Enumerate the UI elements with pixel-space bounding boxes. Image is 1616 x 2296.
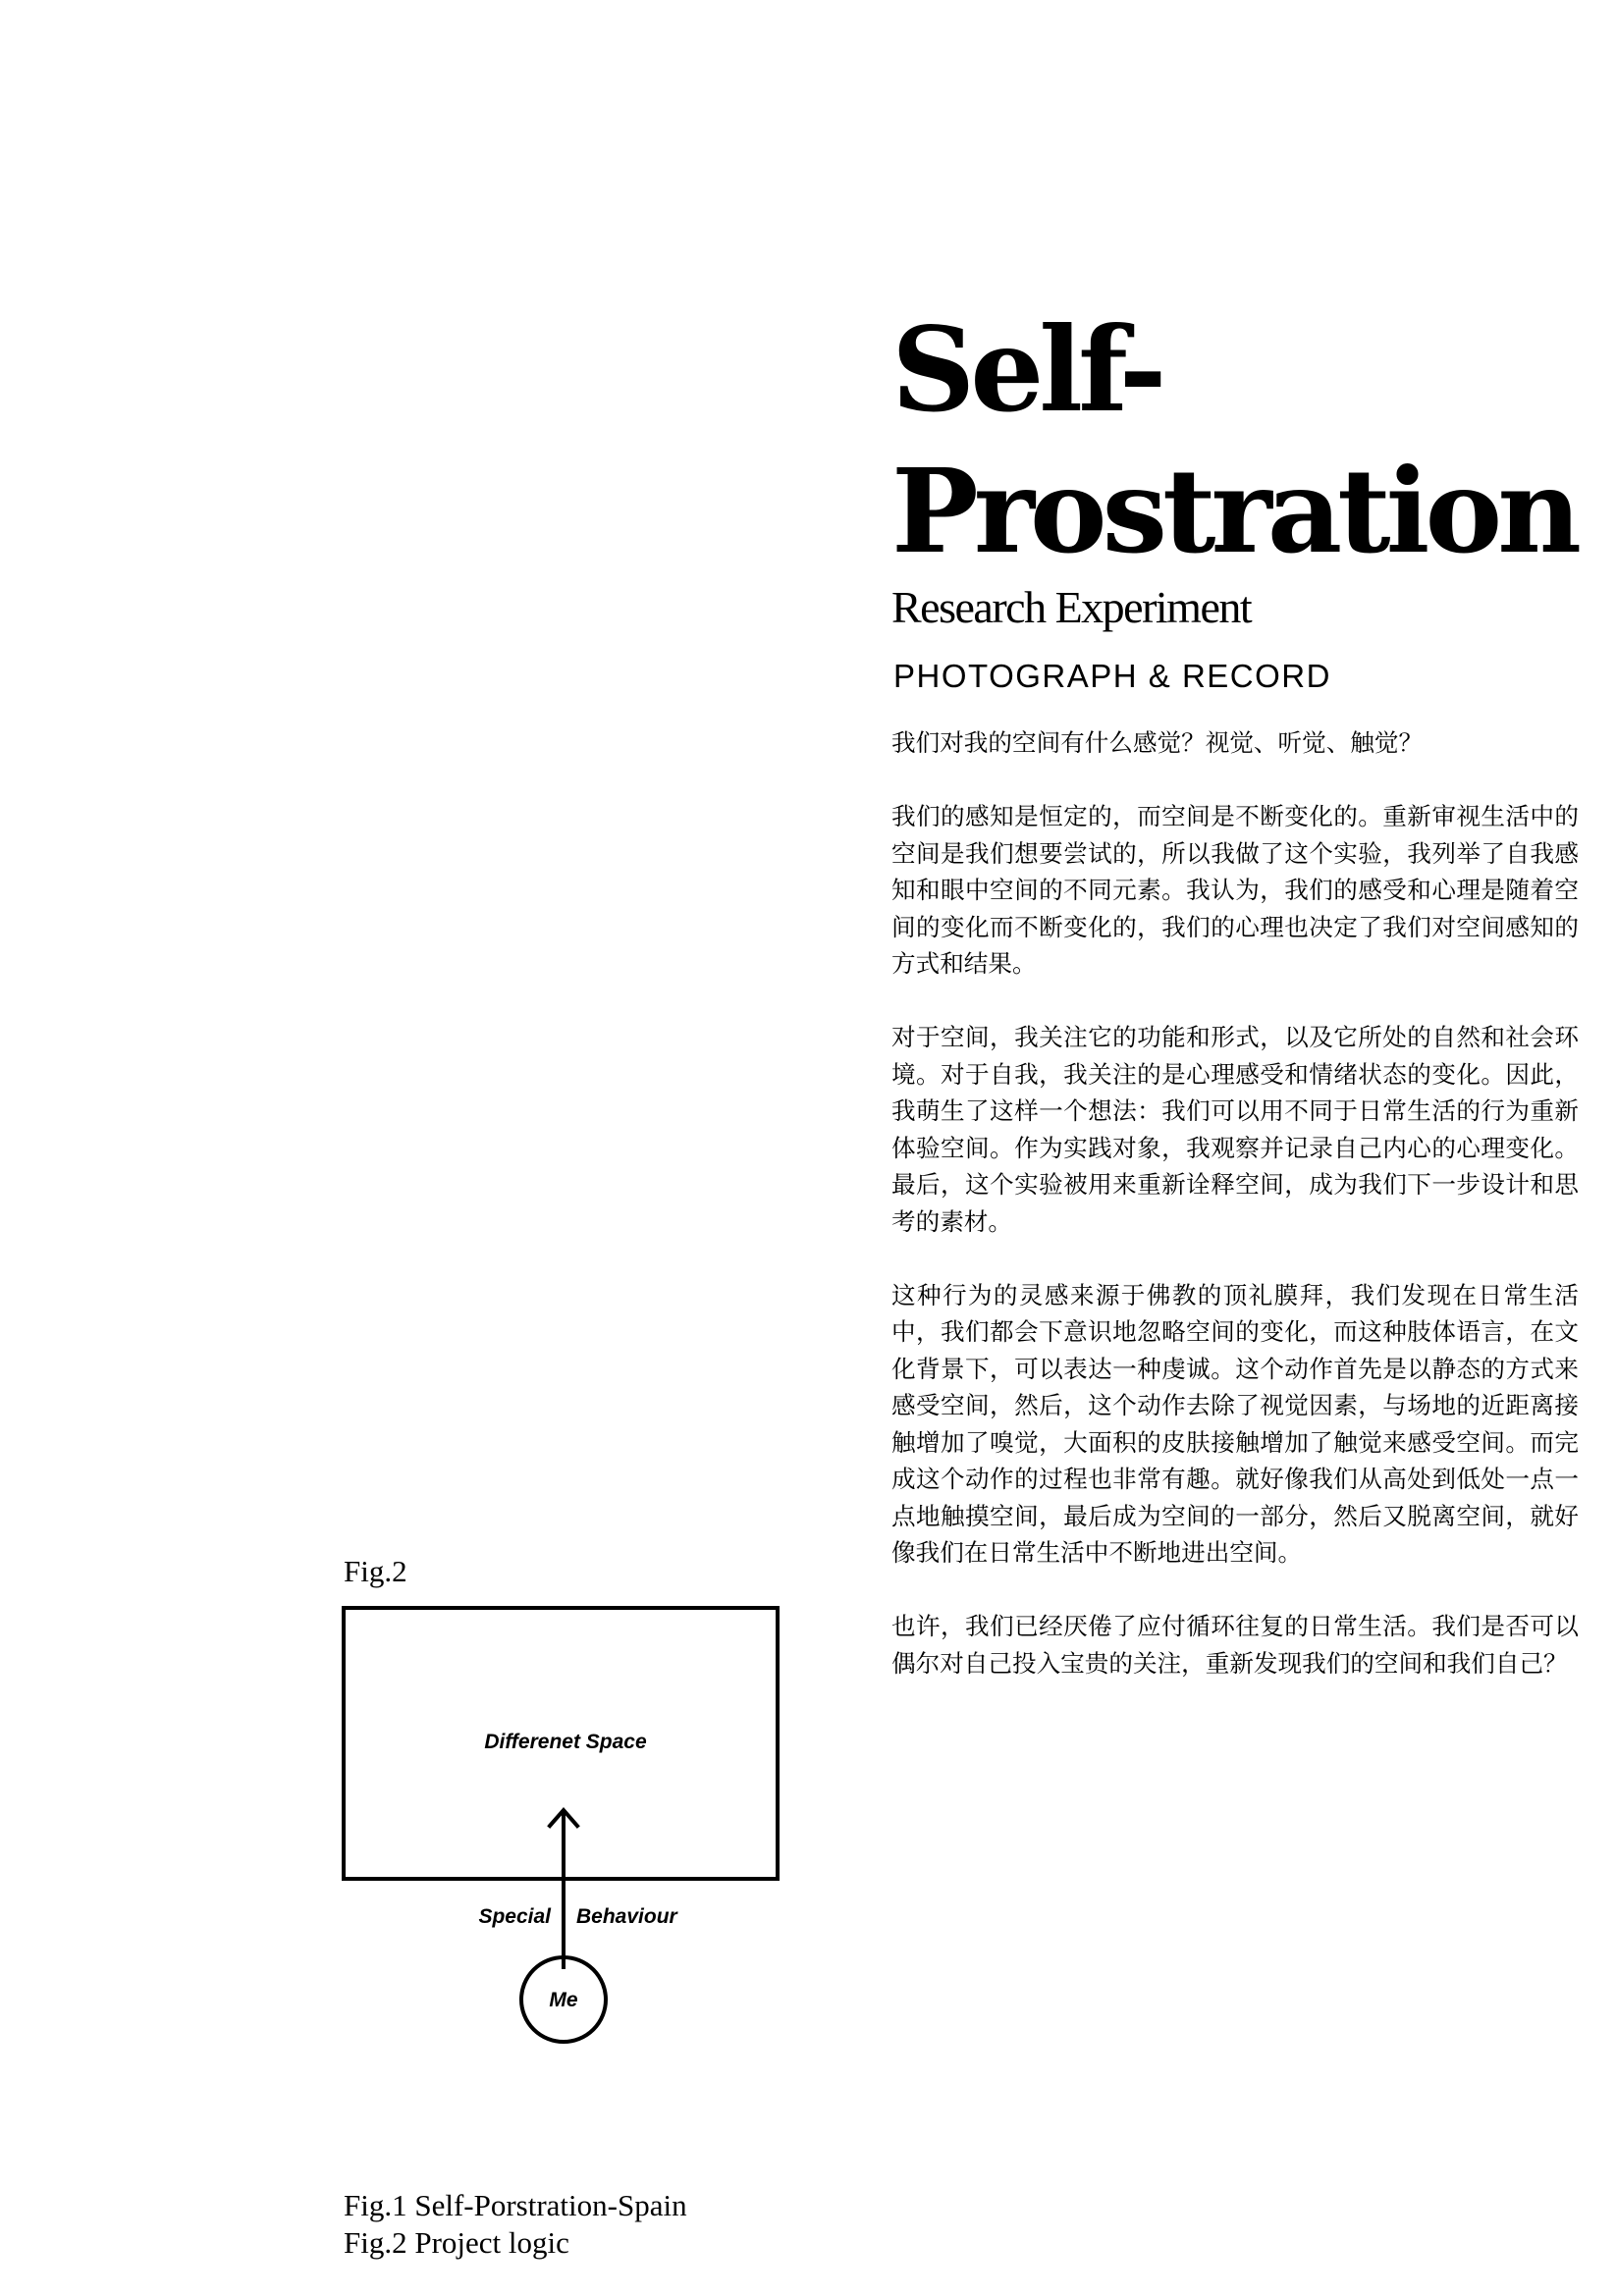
paragraph-5: 也许，我们已经厌倦了应付循环往复的日常生活。我们是否可以偶尔对自己投入宝贵的关注，重新发现我们的空间和我们自己？ bbox=[891, 1612, 1579, 1678]
title-line-1: Self- bbox=[891, 301, 1162, 438]
caption-fig-2: Fig.2 Project logic bbox=[344, 2225, 569, 2260]
me-label: Me bbox=[549, 1989, 578, 2011]
title-line-2: Prostration bbox=[891, 443, 1577, 579]
paragraph-2: 我们的感知是恒定的，而空间是不断变化的。重新审视生活中的空间是我们想要尝试的，所以我做了这个实验，我列举了自我感知和眼中空间的不同元素。我认为，我们的感受和心理是随着空间的变化而不断变化的，我们的心理也决定了我们对空间感知的方式和结果。 bbox=[891, 802, 1579, 978]
caption-fig-1: Fig.1 Self-Porstration-Spain bbox=[344, 2188, 687, 2222]
paragraph-3: 对于空间，我关注它的功能和形式，以及它所处的自然和社会环境。对于自我，我关注的是心理感受和情绪状态的变化。因此，我萌生了这样一个想法：我们可以用不同于日常生活的行为重新体验空间。作为实践对象，我观察并记录自己内心的心理变化。最后，这个实验被用来重新诠释空间，成为我们下一步设计和思考的素材。 bbox=[891, 1023, 1579, 1236]
figure-captions bbox=[344, 2187, 687, 2262]
space-box-label: Differenet Space bbox=[484, 1731, 647, 1753]
figure-label: Fig.2 bbox=[344, 1554, 407, 1588]
arrow-label-left: Special bbox=[478, 1905, 551, 1928]
paragraph-4: 这种行为的灵感来源于佛教的顶礼膜拜，我们发现在日常生活中，我们都会下意识地忽略空间的变化，而这种肢体语言，在文化背景下，可以表达一种虔诚。这个动作首先是以静态的方式来感受空间，然后，这个动作去除了视觉因素，与场地的近距离接触增加了嗅觉，大面积的皮肤接触增加了触觉来感受空间。而完成这个动作的过程也非常有趣。就好像我们从高处到低处一点一点地触摸空间，最后成为空间的一部分，然后又脱离空间，就好像我们在日常生活中不断地进出空间。 bbox=[891, 1280, 1579, 1567]
arrow-label-right: Behaviour bbox=[576, 1905, 677, 1928]
subtitle: Research Experiment bbox=[891, 582, 1252, 632]
section-label: PHOTOGRAPH & RECORD bbox=[893, 658, 1331, 694]
paragraph-1: 我们对我的空间有什么感觉？视觉、听觉、触觉？ bbox=[891, 728, 1424, 757]
